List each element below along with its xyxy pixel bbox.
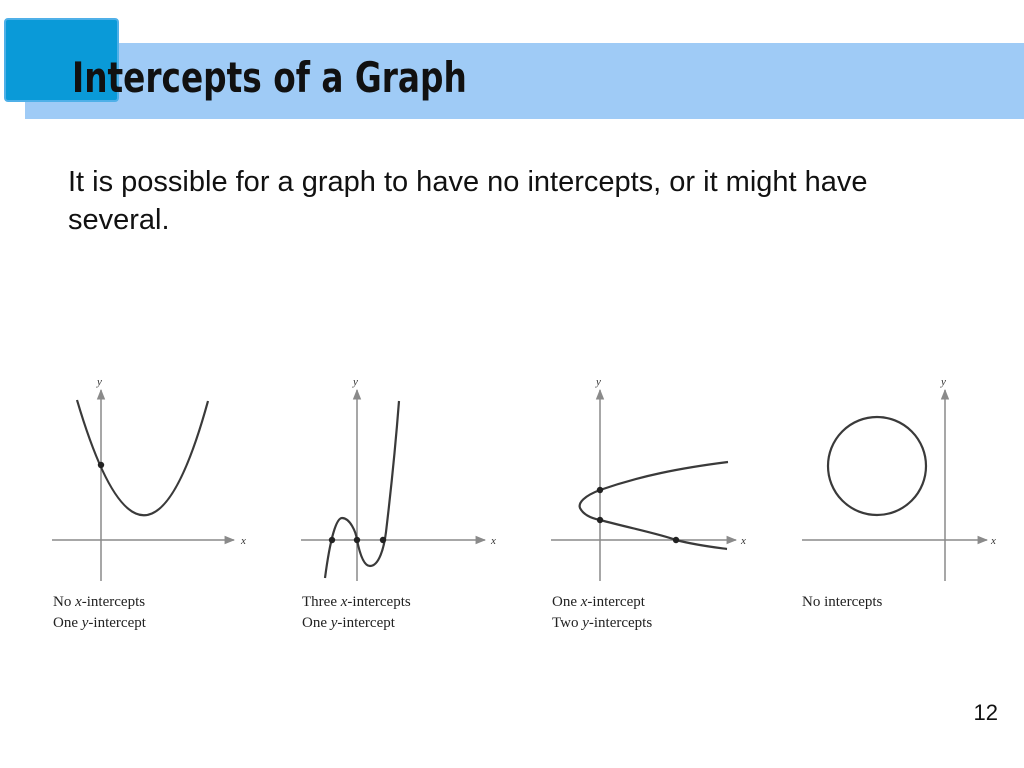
x-intercept-point [380, 537, 386, 543]
panel-2-caption [302, 592, 411, 634]
y-axis-label: y [596, 376, 601, 388]
panel-3 [551, 376, 746, 581]
caption-line: One x-intercept [552, 594, 645, 610]
panel-4-caption [802, 592, 882, 613]
caption-line: One y-intercept [302, 615, 395, 631]
panel-1 [52, 376, 246, 581]
panel-3-caption [552, 592, 652, 634]
caption-line: Two y-intercepts [552, 615, 653, 631]
caption-line: No x-intercepts [53, 594, 146, 610]
x-axis-label: x [491, 535, 496, 547]
page-number: 12 [973, 700, 998, 725]
x-axis-label: x [991, 535, 996, 547]
x-intercept-point [329, 537, 335, 543]
y-intercept-point [98, 462, 104, 468]
x-intercept-point [354, 537, 360, 543]
x-axis-label: x [241, 535, 246, 547]
panel-4 [802, 376, 996, 581]
slide-title: Intercepts of a Graph [72, 53, 467, 102]
parabola-curve [77, 400, 208, 515]
body-text: It is possible for a graph to have no intercepts, or it might have several. [68, 166, 868, 236]
cubic-curve [325, 401, 399, 578]
y-axis-label: y [97, 376, 102, 388]
x-axis-label: x [741, 535, 746, 547]
y-axis-label: y [353, 376, 358, 388]
caption-line: One y-intercept [53, 615, 146, 631]
panel-2 [301, 376, 496, 581]
panel-1-caption [53, 592, 146, 634]
sideways-parabola-curve [580, 462, 728, 549]
x-intercept-point [673, 537, 679, 543]
y-axis-label: y [941, 376, 946, 388]
circle-curve [828, 417, 926, 515]
caption-line: No intercepts [802, 594, 883, 610]
y-intercept-point [597, 487, 603, 493]
caption-line: Three x-intercepts [302, 594, 411, 610]
y-intercept-point [597, 517, 603, 523]
